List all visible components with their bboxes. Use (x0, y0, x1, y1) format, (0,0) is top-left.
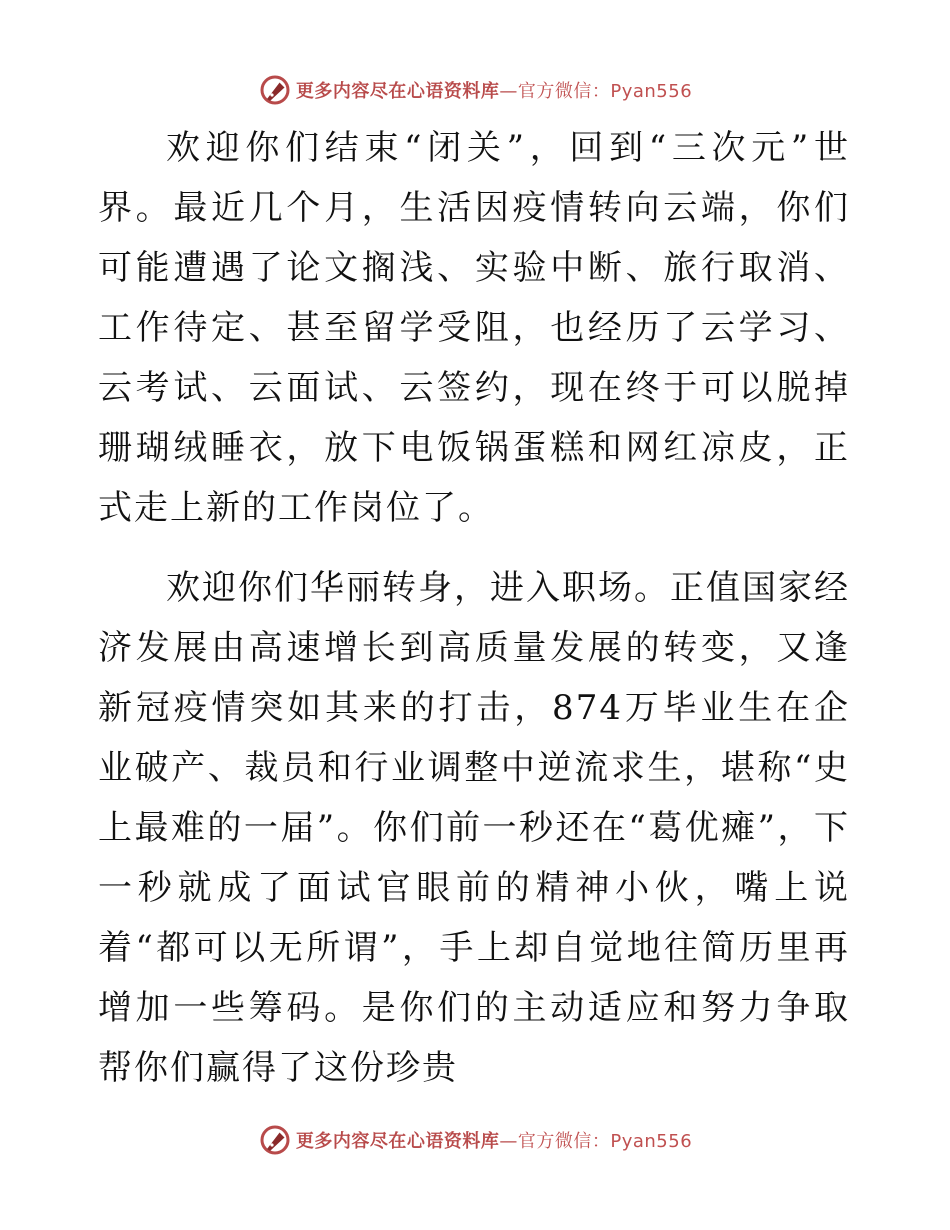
footer-banner-wechat: 官方微信：Pyan556 (517, 1131, 693, 1152)
header-banner-text (296, 77, 692, 103)
footer-banner-separator: — (499, 1131, 518, 1152)
pen-nib-logo-icon (258, 73, 292, 107)
paragraph-2: 欢迎你们华丽转身，进入职场。正值国家经济发展由高速增长到高质量发展的转变，又逢新冠疫情突如其来的打击，874万毕业生在企业破产、裁员和行业调整中逆流求生，堪称“史上最难的一届”。你们前一秒还在“葛优瘫”，下一秒就成了面试官眼前的精神小伙，嘴上说着“都可以无所谓”，手上却自觉地往简历里再增加一些筹码。是你们的主动适应和努力争取帮你们赢得了这份珍贵 (98, 568, 850, 1088)
header-banner-title: 更多内容尽在心语资料库 (295, 81, 500, 102)
footer-banner-title: 更多内容尽在心语资料库 (295, 1131, 500, 1152)
header-banner (0, 70, 950, 110)
footer-banner-text (296, 1127, 692, 1153)
header-banner-separator: — (499, 81, 518, 102)
footer-banner (0, 1120, 950, 1160)
document-body (98, 118, 850, 1098)
header-banner-wechat: 官方微信：Pyan556 (517, 81, 693, 102)
paragraph-1: 欢迎你们结束“闭关”，回到“三次元”世界。最近几个月，生活因疫情转向云端，你们可能遭遇了论文搁浅、实验中断、旅行取消、工作待定、甚至留学受阻，也经历了云学习、云考试、云面试、云签约，现在终于可以脱掉珊瑚绒睡衣，放下电饭锅蛋糕和网红凉皮，正式走上新的工作岗位了。 (98, 128, 850, 528)
pen-nib-logo-icon (258, 1123, 292, 1157)
